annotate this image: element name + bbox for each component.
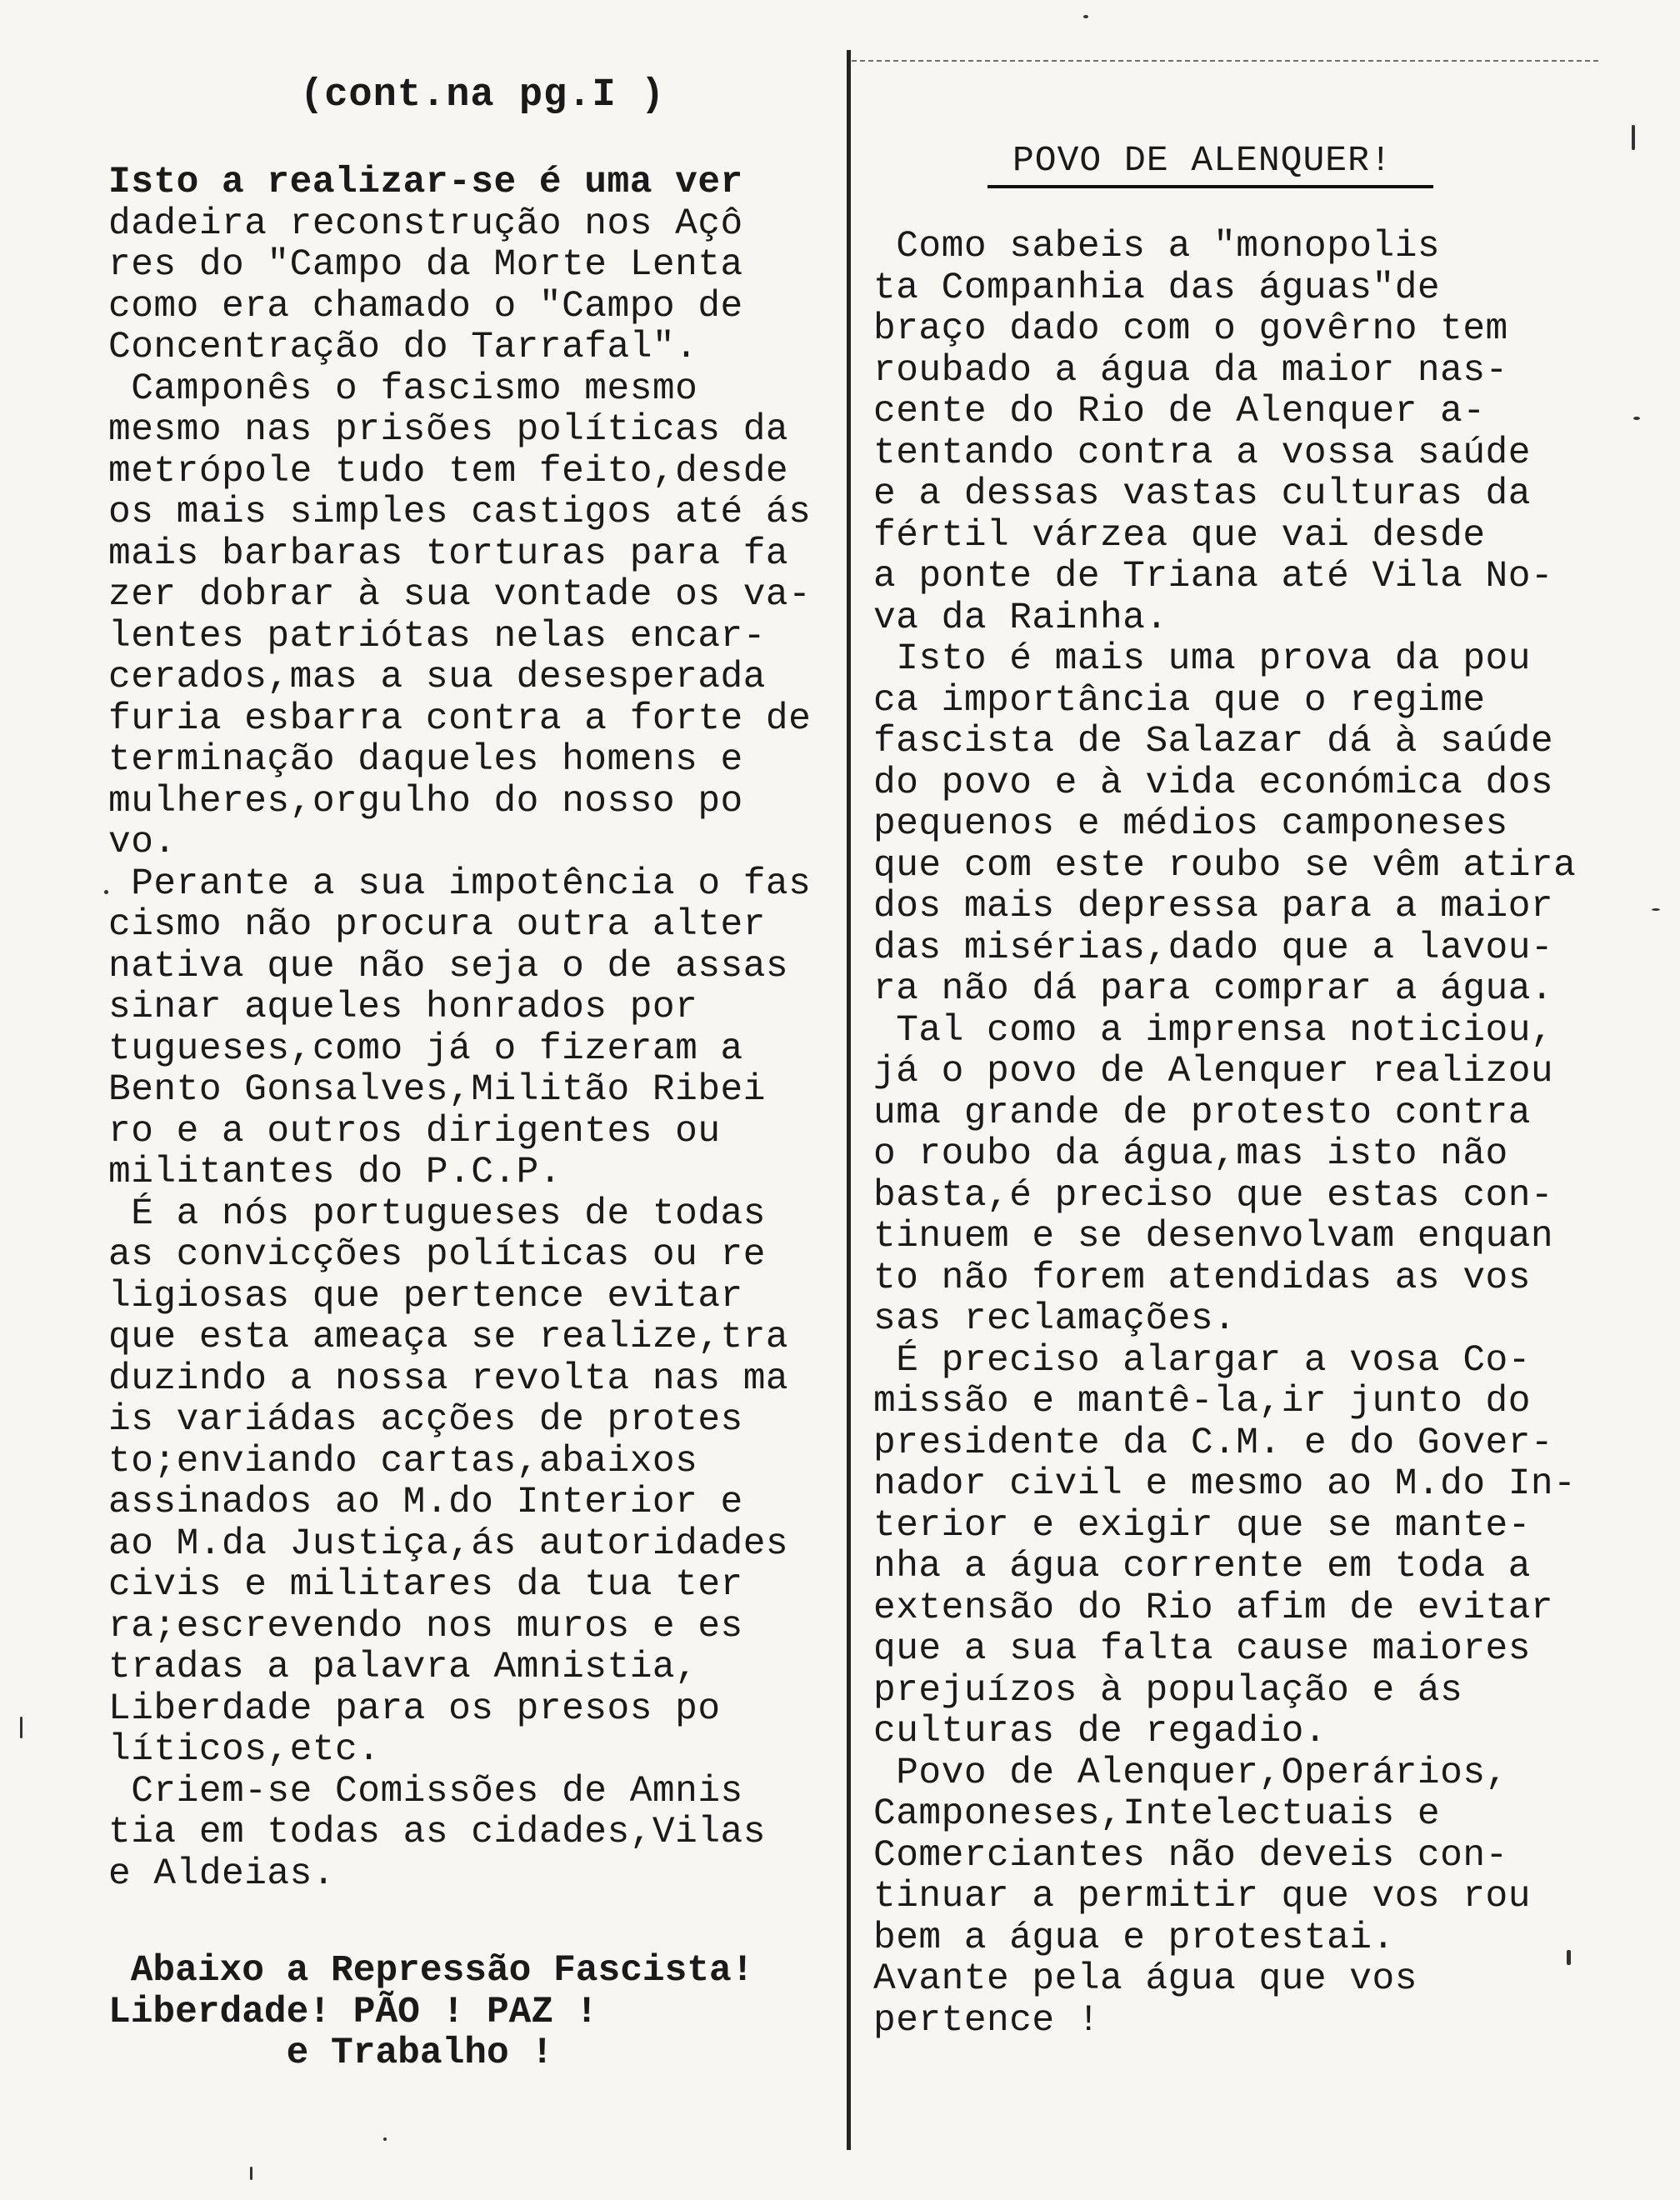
text-line: Como sabeis a "monopolis: [873, 226, 1441, 268]
text-line: É a nós portugueses de todas: [108, 1192, 766, 1235]
text-line: sas reclamações.: [873, 1298, 1237, 1340]
text-line: que com este roubo se vêm atira: [873, 844, 1577, 887]
text-line: cismo não procura outra alter: [108, 904, 766, 946]
text-line: ca importância que o regime: [873, 679, 1486, 722]
text-line: mulheres,orgulho do nosso po: [108, 780, 743, 822]
text-line: tinuem e se desenvolvam enquan: [873, 1216, 1554, 1258]
ink-speck: [250, 2167, 252, 2180]
text-line: que a sua falta cause maiores: [873, 1628, 1531, 1670]
right-column-text: [873, 227, 1576, 2042]
text-line: Isto a realizar-se é uma ver: [108, 162, 743, 203]
ink-speck: [20, 1717, 22, 1738]
text-line: mais barbaras torturas para fa: [108, 532, 789, 575]
text-line: to;enviando cartas,abaixos: [108, 1440, 698, 1482]
text-line: dadeira reconstrução nos Açô: [108, 202, 743, 245]
text-line: terminação daqueles homens e: [108, 739, 743, 781]
text-line: Concentração do Tarrafal".: [108, 327, 698, 368]
text-line: basta,é preciso que estas con-: [873, 1174, 1554, 1217]
column-divider: [847, 50, 851, 2150]
text-line: fascista de Salazar dá à saúde: [873, 721, 1554, 762]
text-line: das misérias,dado que a lavou-: [873, 927, 1554, 969]
text-line: cente do Rio de Alenquer a-: [873, 391, 1486, 432]
text-line: e Trabalho !: [108, 2032, 554, 2074]
text-line: dos mais depressa para a maior: [873, 886, 1554, 928]
text-line: o roubo da água,mas isto não: [873, 1133, 1508, 1175]
text-line: tia em todas as cidades,Vilas: [108, 1812, 766, 1853]
top-dashed-rule: [852, 60, 1602, 62]
left-column-text: [108, 162, 811, 1895]
text-line: as convicções políticas ou re: [108, 1234, 766, 1276]
text-line: duzindo a nossa revolta nas ma: [108, 1358, 789, 1400]
text-line: tradas a palavra Amnistia,: [108, 1647, 698, 1688]
text-line: pertence !: [873, 1999, 1101, 2042]
text-line: pequenos e médios camponeses: [873, 803, 1508, 845]
text-line: roubado a água da maior nas-: [873, 349, 1508, 392]
text-line: tugueses,como já o fizeram a: [108, 1028, 743, 1070]
text-line: nativa que não seja o de assas: [108, 945, 789, 988]
text-line: braço dado com o govêrno tem: [873, 308, 1508, 350]
text-line: culturas de regadio.: [873, 1711, 1328, 1752]
text-line: Povo de Alenquer,Operários,: [873, 1752, 1508, 1794]
text-line: vo.: [108, 822, 177, 863]
text-line: metrópole tudo tem feito,desde: [108, 450, 789, 492]
text-line: va da Rainha.: [873, 597, 1168, 639]
text-line: lentes patriótas nelas encar-: [108, 615, 766, 658]
ink-speck: [1652, 908, 1660, 911]
text-line: Camponês o fascismo mesmo: [108, 368, 698, 410]
text-line: e a dessas vastas culturas da: [873, 473, 1531, 515]
text-line: Comerciantes não deveis con-: [873, 1834, 1508, 1877]
ink-speck: [383, 2138, 387, 2141]
text-line: Perante a sua impotência o fas: [108, 862, 812, 905]
text-line: Abaixo a Repressão Fascista!: [108, 1950, 754, 1992]
continuation-note: (cont.na pg.I ): [300, 73, 666, 118]
text-line: extensão do Rio afim de evitar: [873, 1587, 1554, 1629]
text-line: to não forem atendidas as vos: [873, 1257, 1531, 1299]
text-line: ra não dá para comprar a água.: [873, 968, 1554, 1010]
text-line: Avante pela água que vos: [873, 1958, 1418, 2000]
text-line: Liberdade! PÃO ! PAZ !: [108, 1991, 598, 2033]
text-line: nha a água corrente em toda a: [873, 1546, 1531, 1588]
text-line: is variádas acções de protes: [108, 1399, 743, 1441]
ink-speck: [1567, 1950, 1571, 1965]
text-line: ta Companhia das águas"de: [873, 267, 1441, 309]
ink-speck: [1083, 15, 1088, 18]
text-line: como era chamado o "Campo de: [108, 285, 743, 328]
ink-speck: [1632, 125, 1635, 150]
text-line: É preciso alargar a vosa Co-: [873, 1339, 1531, 1382]
text-line: Camponeses,Intelectuais e: [873, 1793, 1441, 1835]
text-line: a ponte de Triana até Vila No-: [873, 556, 1554, 598]
text-line: Bento Gonsalves,Militão Ribei: [108, 1069, 766, 1111]
ink-speck: [104, 890, 108, 894]
text-line: Isto é mais uma prova da pou: [873, 638, 1531, 680]
heading-underline: [988, 185, 1433, 188]
text-line: res do "Campo da Morte Lenta: [108, 244, 743, 286]
ink-speck: [1633, 417, 1640, 420]
text-line: nador civil e mesmo ao M.do In-: [873, 1463, 1577, 1505]
text-line: missão e mantê-la,ir junto do: [873, 1381, 1531, 1422]
text-line: bem a água e protestai.: [873, 1917, 1395, 1959]
text-line: líticos,etc.: [108, 1729, 381, 1771]
text-line: tentando contra a vossa saúde: [873, 432, 1531, 474]
right-column-heading: POVO DE ALENQUER!: [1012, 140, 1392, 181]
text-line: uma grande de protesto contra: [873, 1092, 1531, 1134]
text-line: zer dobrar à sua vontade os va-: [108, 574, 812, 616]
text-line: sinar aqueles honrados por: [108, 987, 698, 1028]
text-line: ao M.da Justiça,ás autoridades: [108, 1522, 789, 1565]
text-line: Tal como a imprensa noticiou,: [873, 1009, 1554, 1052]
text-line: fértil várzea que vai desde: [873, 514, 1486, 557]
text-line: assinados ao M.do Interior e: [108, 1482, 743, 1523]
text-line: civis e militares da tua ter: [108, 1564, 743, 1606]
text-line: ra;escrevendo nos muros e es: [108, 1605, 743, 1648]
text-line: ligiosas que pertence evitar: [108, 1275, 743, 1318]
text-line: Liberdade para os presos po: [108, 1688, 721, 1730]
text-line: mesmo nas prisões políticas da: [108, 409, 789, 451]
text-line: furia esbarra contra a forte de: [108, 698, 812, 740]
text-line: que esta ameaça se realize,tra: [108, 1317, 789, 1358]
text-line: militantes do P.C.P.: [108, 1152, 562, 1193]
text-line: presidente da C.M. e do Gover-: [873, 1422, 1554, 1464]
text-line: cerados,mas a sua desesperada: [108, 657, 766, 698]
text-line: prejuízos à população e ás: [873, 1669, 1463, 1712]
closing-slogans: [108, 1950, 753, 2074]
text-line: ro e a outros dirigentes ou: [108, 1110, 721, 1152]
text-line: já o povo de Alenquer realizou: [873, 1051, 1554, 1092]
text-line: tinuar a permitir que vos rou: [873, 1876, 1531, 1918]
text-line: os mais simples castigos até ás: [108, 492, 812, 533]
text-line: e Aldeias.: [108, 1852, 336, 1895]
text-line: terior e exigir que se mante-: [873, 1504, 1531, 1547]
text-line: do povo e à vida económica dos: [873, 762, 1554, 804]
text-line: Criem-se Comissões de Amnis: [108, 1770, 743, 1812]
